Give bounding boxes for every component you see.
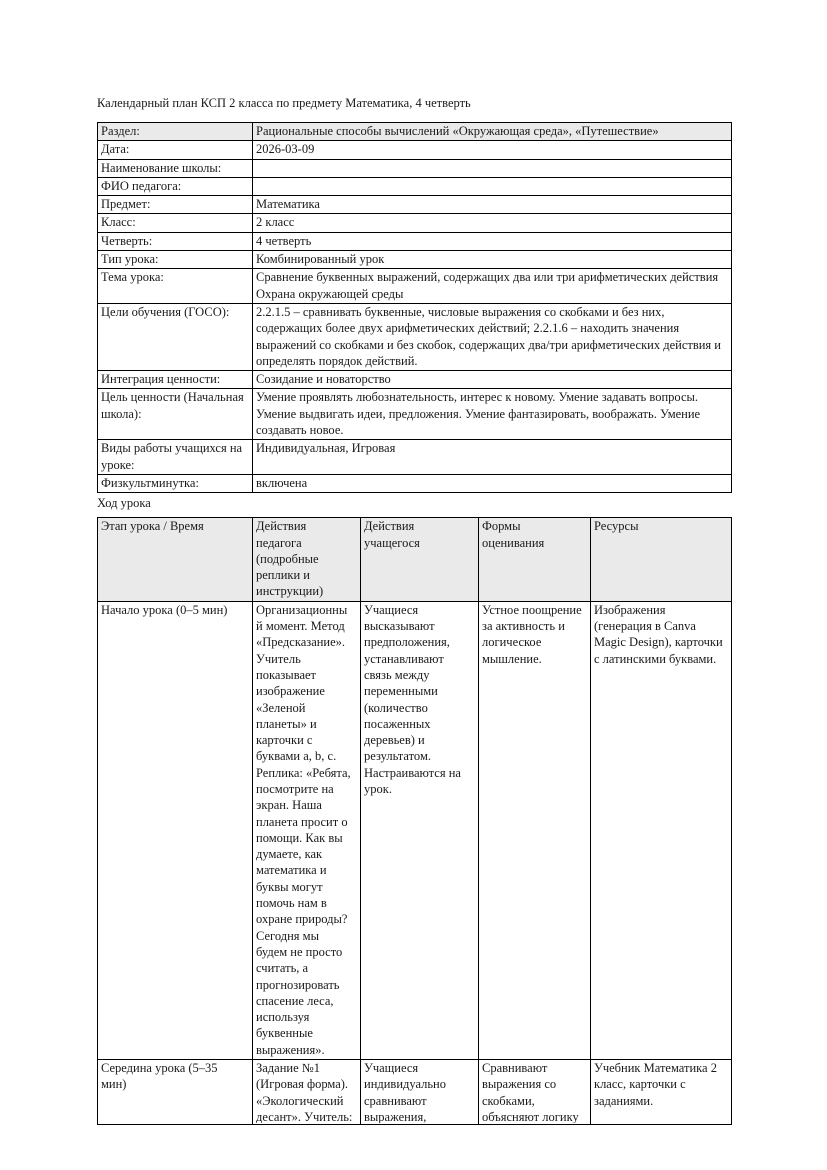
info-value: Рациональные способы вычислений «Окружающая среда», «Путешествие»	[253, 123, 732, 141]
info-value: 2 класс	[253, 214, 732, 232]
info-label: Наименование школы:	[98, 159, 253, 177]
section-heading-lesson-flow: Ход урока	[97, 496, 151, 511]
info-label: Четверть:	[98, 232, 253, 250]
info-label: Дата:	[98, 141, 253, 159]
stage-text: Середина урока (5–35 мин)	[101, 1061, 218, 1092]
table-row	[98, 232, 732, 250]
table-row	[98, 389, 732, 440]
info-label: Цель ценности (Начальная школа):	[98, 389, 253, 440]
info-value: Индивидуальная, Игровая	[253, 440, 732, 475]
table-row-lesson-start	[98, 601, 732, 1059]
resources-text: Учебник Математика 2 класс, карточки с заданиями.	[594, 1061, 717, 1108]
table-row	[98, 123, 732, 141]
table-row	[98, 269, 732, 304]
table-header-row	[98, 518, 732, 601]
info-value	[253, 177, 732, 195]
table-row	[98, 141, 732, 159]
resources-cell: Изображения (генерация в Canva Magic Design), карточки с латинскими буквами.	[591, 601, 732, 1059]
table-row	[98, 303, 732, 370]
info-value: Сравнение буквенных выражений, содержащих два или три арифметических действия Охрана окружающей среды	[253, 269, 732, 304]
info-value: Комбинированный урок	[253, 251, 732, 269]
table-row	[98, 474, 732, 492]
info-value	[253, 159, 732, 177]
info-value: включена	[253, 474, 732, 492]
table-row	[98, 177, 732, 195]
page-content	[97, 96, 731, 1125]
assessment-text: Сравнивают выражения со скобками, объясняют логику	[482, 1061, 579, 1124]
info-label: Предмет:	[98, 196, 253, 214]
column-header-resources: Ресурсы	[591, 518, 732, 601]
column-header-teacher-actions: Действия педагога (подробные реплики и инструкции)	[253, 518, 361, 601]
table-row	[98, 371, 732, 389]
table-row	[98, 159, 732, 177]
teacher-actions-text: Задание №1 (Игровая форма). «Экологический десант». Учитель:	[256, 1061, 353, 1124]
stage-cell	[98, 1060, 253, 1125]
info-value: 2026-03-09	[253, 141, 732, 159]
assessment-cell: Устное поощрение за активность и логическое мышление.	[479, 601, 591, 1059]
table-row	[98, 251, 732, 269]
info-value: Математика	[253, 196, 732, 214]
table-row-lesson-middle	[98, 1060, 732, 1125]
lesson-flow-table	[97, 517, 732, 1125]
info-value: Умение проявлять любознательность, интерес к новому. Умение задавать вопросы. Умение выдвигать идеи, предложения. Умение фантазировать, воображать. Умение создавать новое.	[253, 389, 732, 440]
page-title: Календарный план КСП 2 класса по предмету Математика, 4 четверть	[97, 96, 471, 110]
resources-cell	[591, 1060, 732, 1125]
column-header-assessment: Формы оценивания	[479, 518, 591, 601]
info-label: Физкультминутка:	[98, 474, 253, 492]
stage-cell: Начало урока (0–5 мин)	[98, 601, 253, 1059]
student-actions-cell	[361, 1060, 479, 1125]
info-label: Интеграция ценности:	[98, 371, 253, 389]
assessment-cell	[479, 1060, 591, 1125]
teacher-actions-cell	[253, 1060, 361, 1125]
info-value: Созидание и новаторство	[253, 371, 732, 389]
info-value: 4 четверть	[253, 232, 732, 250]
info-label: ФИО педагога:	[98, 177, 253, 195]
student-actions-text: Учащиеся индивидуально сравнивают выражения,	[364, 1061, 447, 1124]
student-actions-cell: Учащиеся высказывают предположения, устанавливают связь между переменными (количество посаженных деревьев) и результатом. Настраиваются на урок.	[361, 601, 479, 1059]
info-label: Виды работы учащихся на уроке:	[98, 440, 253, 475]
info-label: Тема урока:	[98, 269, 253, 304]
teacher-actions-cell: Организационный момент. Метод «Предсказание». Учитель показывает изображение «Зеленой планеты» и карточки с буквами a, b, c. Реплика: «Ребята, посмотрите на экран. Наша планета просит о помощи. Как вы думаете, как математика и буквы могут помочь нам в охране природы? Сегодня мы будем не просто считать, а прогнозировать спасение леса, используя буквенные выражения».	[253, 601, 361, 1059]
info-label: Класс:	[98, 214, 253, 232]
table-row	[98, 214, 732, 232]
info-value: 2.2.1.5 – сравнивать буквенные, числовые выражения со скобками и без них, содержащих более двух арифметических действий; 2.2.1.6 – находить значения выражений со скобками и без скобок, содержащих два/три арифметических действия и определять порядок действий.	[253, 303, 732, 370]
info-label: Тип урока:	[98, 251, 253, 269]
lesson-info-table	[97, 122, 732, 493]
column-header-student-actions: Действия учащегося	[361, 518, 479, 601]
column-header-stage: Этап урока / Время	[98, 518, 253, 601]
info-label: Раздел:	[98, 123, 253, 141]
table-row	[98, 440, 732, 475]
table-row	[98, 196, 732, 214]
info-label: Цели обучения (ГОСО):	[98, 303, 253, 370]
